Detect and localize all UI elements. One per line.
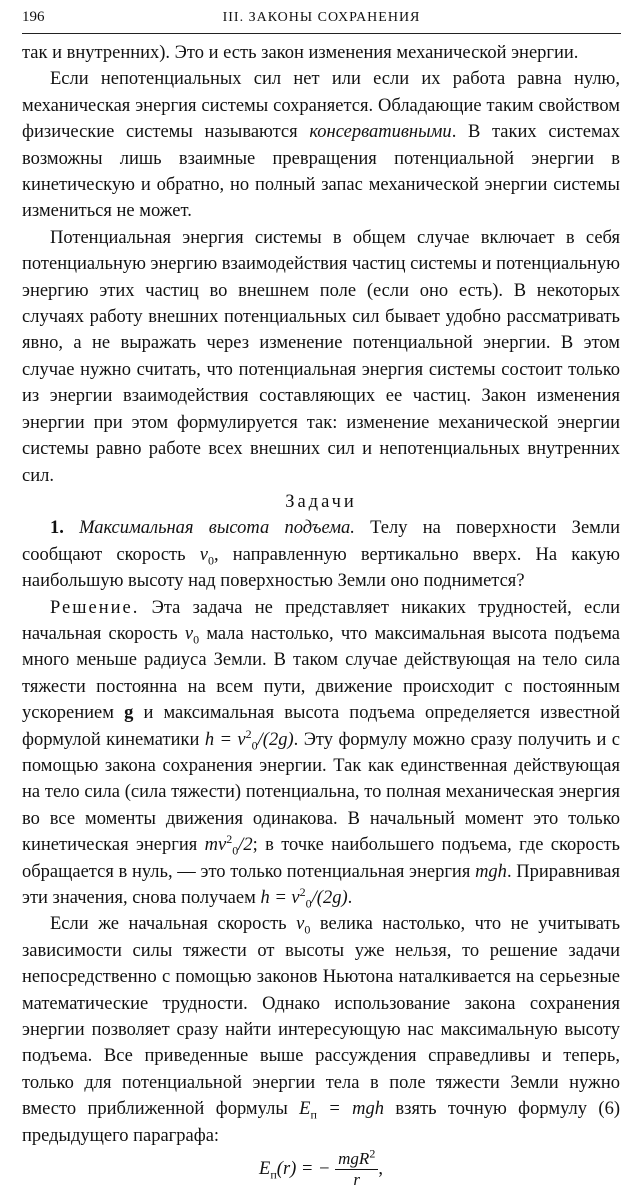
solution-paragraph: Решение. Эта задача не представляет никаких трудностей, если начальная скорость $v_0$ мала настолько, что максимальная высота подъема много меньше радиуса Земли. В таком случае действующая на тело сила тяжести постоянна на всем пути, движение происходит с постоянным ускорением g и максимальная высота подъема определяется известной формулой кинематики $h = v^2_0/(2g)$. Эту формулу можно сразу получить и с помощью закона сохранения энергии. Так как единственная действующая на тело сила (сила тяжести) потенциальна, то полная механическая энергия во все моменты движения одинакова. В начальный момент это только кинетическая энергия $mv^2_0/2$; в точке наибольшего подъема, где скорость обращается в нуль, — это только потенциальная энергия mgh. Приравнивая эти значения, снова получаем $h = v^2_0/(2g)$. [22,597,620,911]
paragraph-2: Если непотенциальных сил нет или если их работа равна нулю, механическая энергия системы сохраняется. Обладающие таким свойством физические системы называются консервативными. В таких системах возможны лишь взаимные превращения потенциальной энергии в кинетическую и обратно, но полный запас механической энергии системы измениться не может. [22,69,620,222]
paragraph-5: Если же начальная скорость $v_0$ велика настолько, что не учитывать зависимости силы тяжести от высоты уже нельзя, то решение задачи непосредственно с помощью законов Ньютона наталкивается на серьезные математические трудности. Однако использование закона сохранения энергии позволяет сразу найти интересующую нас максимальную высоту подъема. Все приведенные выше рассуждения справедливы и теперь, только для потенциальной энергии тела в поле тяжести Земли нужно вместо приближенной формулы $E_п$ = mgh взять точную формулу (6) предыдущего параграфа: [22,914,621,1146]
paragraph-1: так и внутренних). Это и есть закон изменения механической энергии. [22,43,579,63]
running-head: III. ЗАКОНЫ СОХРАНЕНИЯ [222,10,421,25]
page-number: 196 [22,9,45,25]
formula-potential-energy: $E_п(r)$ = − $\frac{mgR^2}{r}$ , [259,1146,383,1190]
term-conservative: консервативными [309,122,452,143]
problem-statement: 1. Максимальная высота подъема. Телу на поверхности Земли сообщают скорость $v_0$, направленную вертикально вверх. На какую наибольшую высоту над поверхностью Земли оно поднимется? [22,518,621,592]
body-text [22,40,620,1190]
header-rule [22,33,621,34]
page-header [22,9,621,29]
solution-label: Решение. [50,597,140,618]
fraction: $\frac{mgR^2}{r}$ [335,1149,378,1190]
section-heading: Задачи [285,491,357,512]
problem-title: Максимальная высота подъема. [79,518,355,539]
paragraph-3: Потенциальная энергия системы в общем случае включает в себя потенциальную энергию взаимодействия частиц системы и потенциальную энергию этих частиц во внешнем поле (если оно есть). В некоторых случаях работу внешних потенциальных сил бывает удобно рассматривать явно, а не выражать через изменение потенциальной энергии. В этом случае нужно считать, что потенциальная энергия системы состоит только из энергии взаимодействия составляющих ее частиц. Закон изменения энергии при этом формулируется так: изменение механической энергии системы равно работе всех внешних сил и непотенциальных внутренних сил. [22,227,621,486]
